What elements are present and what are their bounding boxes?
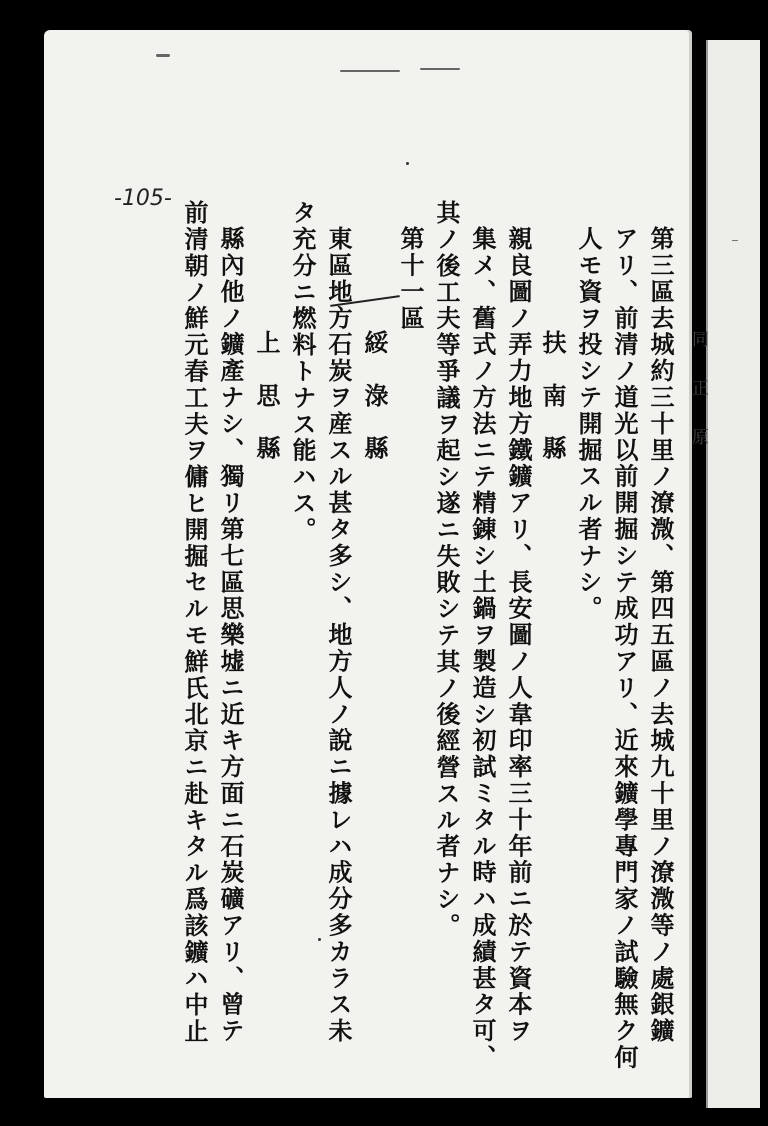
scan-smudge [340, 70, 400, 72]
text-column: 人モ資ヲ投シテ開掘スル者ナシ。 [574, 226, 603, 622]
text-column: アリ、前清ノ道光以前開掘シテ成功アリ、近來鑛學專門家ノ試驗無ク何 [610, 226, 639, 1071]
section-heading: 綏 淥 縣 [360, 330, 389, 462]
text-column: 東區地方石炭ヲ産スル甚タ多シ、地方人ノ說ニ據レハ成分多カラス未 [324, 226, 353, 1045]
scan-smudge [156, 54, 170, 57]
text-column: 其ノ後工夫等爭議ヲ起シ遂ニ失敗シテ其ノ後經營スル者ナシ。 [432, 200, 461, 940]
district-heading: 第十一區 [396, 226, 425, 332]
running-header: 同 正 原 [688, 330, 708, 451]
section-heading: 扶 南 縣 [538, 330, 567, 462]
section-heading: 上 思 縣 [252, 330, 281, 462]
text-column: タ充分ニ燃料トナス能ハス。 [288, 200, 317, 544]
scan-dot [318, 938, 321, 941]
text-column: 集メ、舊式ノ方法ニテ精錬シ土鍋ヲ製造シ初試ミタル時ハ成績甚タ可、 [468, 226, 497, 1071]
text-column: 縣內他ノ鑛產ナシ、獨リ第七區思樂墟ニ近キ方面ニ石炭礦アリ、曾テ [216, 226, 245, 1045]
scan-dot [406, 162, 409, 165]
page-number: -105- [114, 186, 172, 211]
edge-mark [732, 240, 738, 241]
text-column: 親良圖ノ弄力地方鐵鑛アリ、長安圖ノ人韋印率三十年前ニ於テ資本ヲ [504, 226, 533, 1045]
text-column: 前清朝ノ鮮元春工夫ヲ傭ヒ開掘セルモ鮮氏北京ニ赴キタル爲該鑛ハ中止 [180, 200, 209, 1045]
adjacent-page-edge [706, 40, 760, 1108]
scan-smudge [420, 68, 460, 70]
text-column: 第三區去城約三十里ノ潦溦、第四五區ノ去城九十里ノ潦溦等ノ處銀鑛 [646, 226, 675, 1045]
